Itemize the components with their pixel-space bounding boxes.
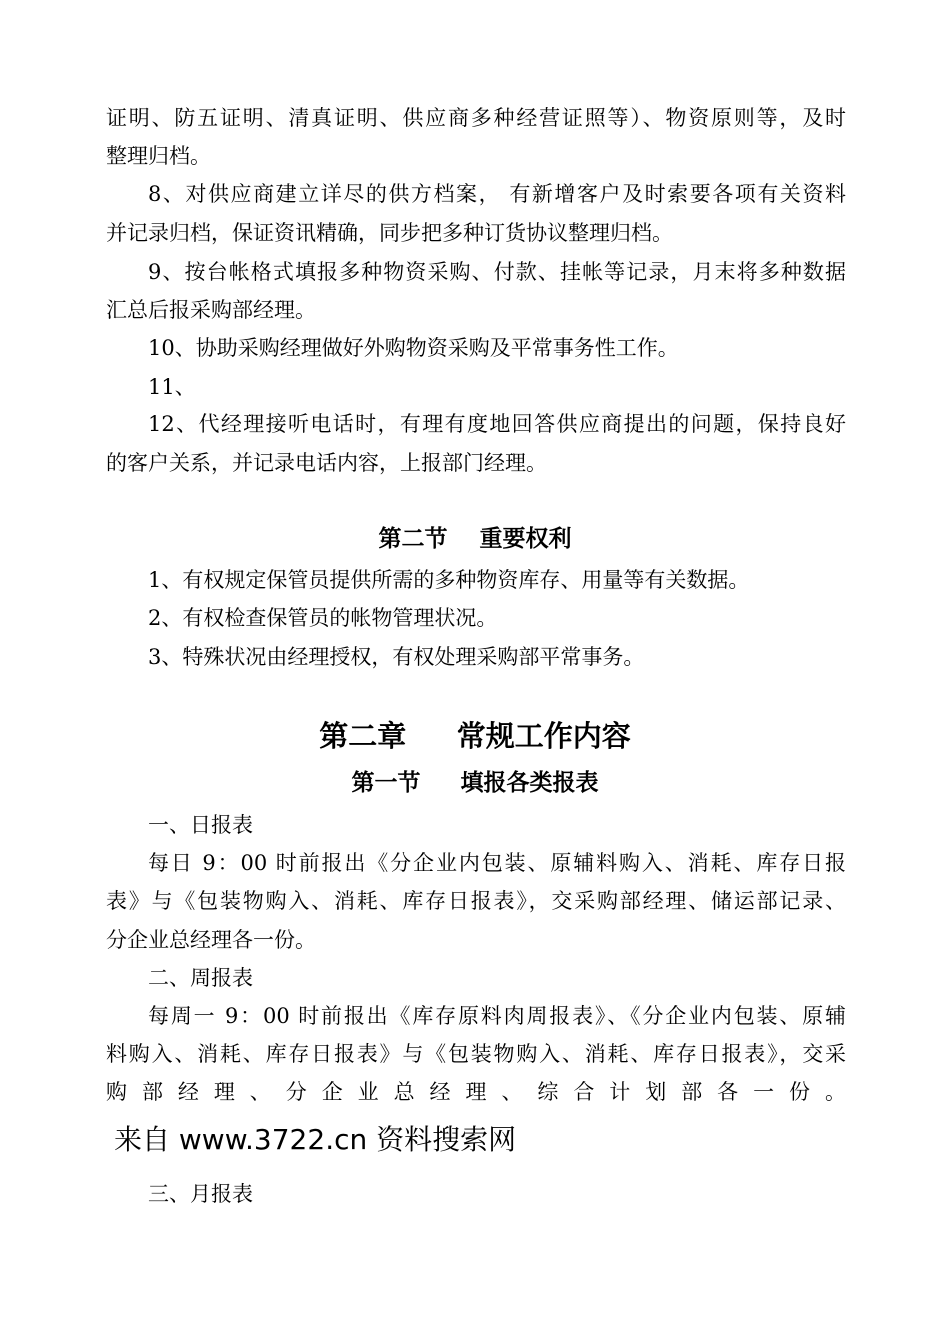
paragraph-line: 1、有权规定保管员提供所需的多种物资库存、用量等有关数据。 <box>148 568 750 592</box>
chapter-heading: 第二章 常规工作内容 <box>319 719 631 753</box>
paragraph-line: 整理归档。 <box>106 144 211 168</box>
paragraph-line: 9、按台帐格式填报多种物资采购、付款、挂帐等记录，月末将多种数据 <box>148 260 846 284</box>
paragraph-line: 分企业总经理各一份。 <box>106 928 316 952</box>
paragraph-line: 12、代经理接听电话时，有理有度地回答供应商提出的问题，保持良好 <box>148 412 846 436</box>
paragraph-line: 购 部 经 理 、 分 企 业 总 经 理 、 综 合 计 划 部 各 一 份 。 <box>106 1080 846 1104</box>
paragraph-line: 每日 9：00 时前报出《分企业内包装、原辅料购入、消耗、库存日报 <box>148 851 846 875</box>
paragraph-line: 表》与《包装物购入、消耗、库存日报表》，交采购部经理、储运部记录、 <box>106 889 846 913</box>
paragraph-line: 2、有权检查保管员的帐物管理状况。 <box>148 606 498 630</box>
paragraph-line: 汇总后报采购部经理。 <box>106 298 316 322</box>
section-heading: 第二节 重要权利 <box>378 526 572 552</box>
paragraph-line: 每周一 9：00 时前报出《库存原料肉周报表》、《分企业内包装、原辅 <box>148 1004 846 1028</box>
paragraph-line: 一、日报表 <box>148 813 253 837</box>
paragraph-line: 10、协助采购经理做好外购物资采购及平常事务性工作。 <box>148 336 679 360</box>
section-heading: 第一节 填报各类报表 <box>351 770 599 796</box>
paragraph-line: 并记录归档，保证资讯精确，同步把多种订货协议整理归档。 <box>106 221 673 245</box>
paragraph-line: 三、月报表 <box>148 1182 253 1206</box>
paragraph-line: 二、周报表 <box>148 966 253 990</box>
paragraph-line: 料购入、消耗、库存日报表》与《包装物购入、消耗、库存日报表》，交采 <box>106 1042 846 1066</box>
source-watermark: 来自 www.3722.cn 资料搜索网 <box>114 1123 517 1156</box>
paragraph-line: 的客户关系，并记录电话内容，上报部门经理。 <box>106 451 547 475</box>
paragraph-line: 8、对供应商建立详尽的供方档案， 有新增客户及时索要各项有关资料 <box>148 182 846 206</box>
paragraph-line: 3、特殊状况由经理授权，有权处理采购部平常事务。 <box>148 645 645 669</box>
paragraph-line: 证明、防五证明、清真证明、供应商多种经营证照等）、物资原则等，及时 <box>106 106 846 130</box>
paragraph-line: 11、 <box>148 375 196 399</box>
